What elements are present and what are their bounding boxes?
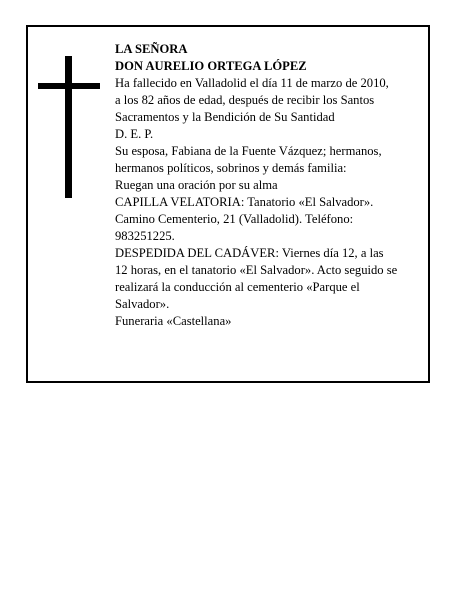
notice-phone: 983251225.: [115, 229, 175, 243]
notice-line: Sacramentos y la Bendición de Su Santidad: [115, 110, 335, 124]
notice-address: Camino Cementerio, 21 (Valladolid). Teléfono:: [115, 212, 354, 226]
notice-rip: D. E. P.: [115, 127, 154, 141]
notice-line: hermanos políticos, sobrinos y demás familia:: [115, 161, 347, 175]
notice-funeral-home: Funeraria «Castellana»: [115, 314, 232, 328]
notice-heading: LA SEÑORA: [115, 42, 188, 56]
notice-line: Salvador».: [115, 297, 170, 311]
notice-line: Ha fallecido en Valladolid el día 11 de marzo de 2010,: [115, 76, 389, 90]
cross-horizontal-bar: [38, 83, 100, 89]
notice-line: 12 horas, en el tanatorio «El Salvador». Acto seguido se: [115, 263, 398, 277]
notice-farewell: DESPEDIDA DEL CADÁVER: Viernes día 12, a las: [115, 246, 384, 260]
obituary-notice: [26, 25, 430, 383]
cross-icon: [38, 56, 100, 198]
notice-prayer: Ruegan una oración por su alma: [115, 178, 278, 192]
notice-text: [115, 41, 425, 330]
notice-line: a los 82 años de edad, después de recibir los Santos: [115, 93, 375, 107]
deceased-name: DON AURELIO ORTEGA LÓPEZ: [115, 59, 307, 73]
notice-chapel: CAPILLA VELATORIA: Tanatorio «El Salvador».: [115, 195, 374, 209]
cross-vertical-bar: [65, 56, 72, 198]
notice-line: Su esposa, Fabiana de la Fuente Vázquez; hermanos,: [115, 144, 382, 158]
notice-line: realizará la conducción al cementerio «Parque el: [115, 280, 360, 294]
